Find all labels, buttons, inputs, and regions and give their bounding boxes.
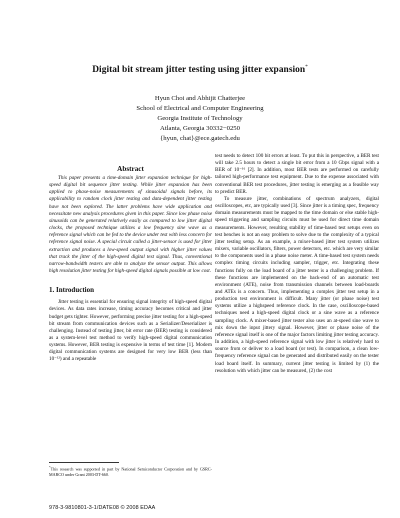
right-column-body (215, 153, 379, 375)
author-institution: Georgia Institute of Technology (157, 114, 243, 122)
author-block (0, 94, 400, 144)
title-footnote-mark: * (305, 65, 308, 70)
introduction-heading: 1. Introduction (49, 286, 94, 295)
abstract-text: This paper presents a time-domain jitter expansion technique for high-speed digital bit sequence jitter testing. While jitter expansion has been applied to phase-noise measurements of sinusoidal signals before, its applicability to random clock jitter testing and data-dependent jitter testing have not been explored. The latter problems have wide application and necessitate new analysis procedures given in this paper. Since low phase noise sinusoids can be generated relatively easily as compared to low jitter digital clocks, the proposed technique utilizes a low frequency sine wave as a reference signal which can be fed to the device under test with less concern for reference signal noise. A special circuit called a jitter-sensor is used for jitter extraction and produces a low-speed output signal with higher jitter values that track the jitter of the high-speed digital test signal. Thus, conventional narrow-bandwidth testers are able to analyze the sensor output. This allows high resolution jitter testing for high-speed digital signals possible at low cost. (49, 175, 212, 275)
author-email: {hyun, chat}@ece.gatech.edu (160, 134, 240, 142)
footnote (49, 465, 212, 478)
paper-title: Digital bit stream jitter testing using jitter expansion* (92, 65, 308, 75)
right-paragraph-2: To measure jitter, combinations of spectrum analyzers, digital oscilloscopes, etc, are typically used [3]. Since jitter is a timing spec, frequency domain measurements must be mapped to the time domain or else stable high-speed triggering and sampling circuits must be used for direct time domain measurements. However, resulting stability of time-based test setups even on test benches is not an easy problem to solve due to the complexity of a typical jitter testing setup. As an example, a mixer-based jitter test system utilizes mixers, variable oscillators, filters, power detectors, etc. which are very similar to the components used in a phase noise meter. A time-based test system needs complex timing circuits including sampler, trigger, etc. Integrating these functions fully on the load board of a jitter tester is a challenging problem. If these functions are implemented on the back-end of an automatic test environment (ATE), noise from transmission channels between load-boards and ATEs is a concern. Thus, implementing a complex jitter test setup in a production test environment is difficult. Many jitter (or phase noise) test systems utilize a highspeed reference clock. In the case, oscilloscope-based techniques need a high-speed digital clock or a sine wave as a reference sampling clock. A mixer-based jitter tester also uses an at-speed sine wave to mix down the input jittery signal. However, jitter or phase noise of the reference signal itself is one of the major factors limiting jitter testing accuracy. In addition, a high-speed reference signal with low jitter is relatively hard to source from or deliver to a load board (or test). In comparison, a clean low-frequency reference signal can be generated and distributed easily on the tester load board itself. In summary, current jitter testing is limited by (1) the resolution with which jitter can be measured, (2) the cost (215, 195, 379, 374)
introduction-text: Jitter testing is essential for ensuring signal integrity of high-speed digital devices. As data rates increase, timing accuracy becomes critical and jitter budget gets tighter. However, performing precise jitter testing for a high-speed bit stream from communication devices such as a Serializer/Deserializer is challenging. Instead of testing jitter, bit error rate (BER) testing is considered as a system-level test method to verify high-speed digital communication systems. However, BER testing is expensive in terms of test time [1]. Modern digital communication systems are designed for very low BER (less than 10⁻¹²) and a repeatable (49, 299, 212, 363)
abstract-body (49, 175, 212, 275)
abstract-heading: Abstract (117, 165, 144, 173)
author-department: School of Electrical and Computer Engineering (136, 104, 264, 112)
right-paragraph-1: test needs to detect 100 bit errors at least. To put this in perspective, a BER test will take 2.5 hours to detect a single bit error from a 10 Gbps signal with a BER of 10⁻¹⁶ [2]. In addition, most BER tests are performed on carefully tailored high-performance test equipment. Due to the expense associated with conventional BER test procedures, jitter testing is emerging as a feasible way to predict BER. (215, 153, 379, 195)
author-address: Atlanta, Georgia 30332−0250 (160, 124, 240, 132)
footnote-mark: * (49, 465, 51, 469)
page-footer: 978-3-9810801-3-1/DATE08 © 2008 EDAA (49, 505, 156, 511)
footnote-divider (49, 462, 119, 463)
right-column (215, 153, 379, 375)
footnote-text: This research was supported in part by National Semiconductor Corporation and by GSRC-MARCO under Grant 2003-DT-660. (49, 466, 212, 477)
introduction-body (49, 299, 212, 363)
author-names: Hyun Choi and Abhijit Chatterjee (154, 95, 246, 102)
left-column (49, 165, 212, 364)
